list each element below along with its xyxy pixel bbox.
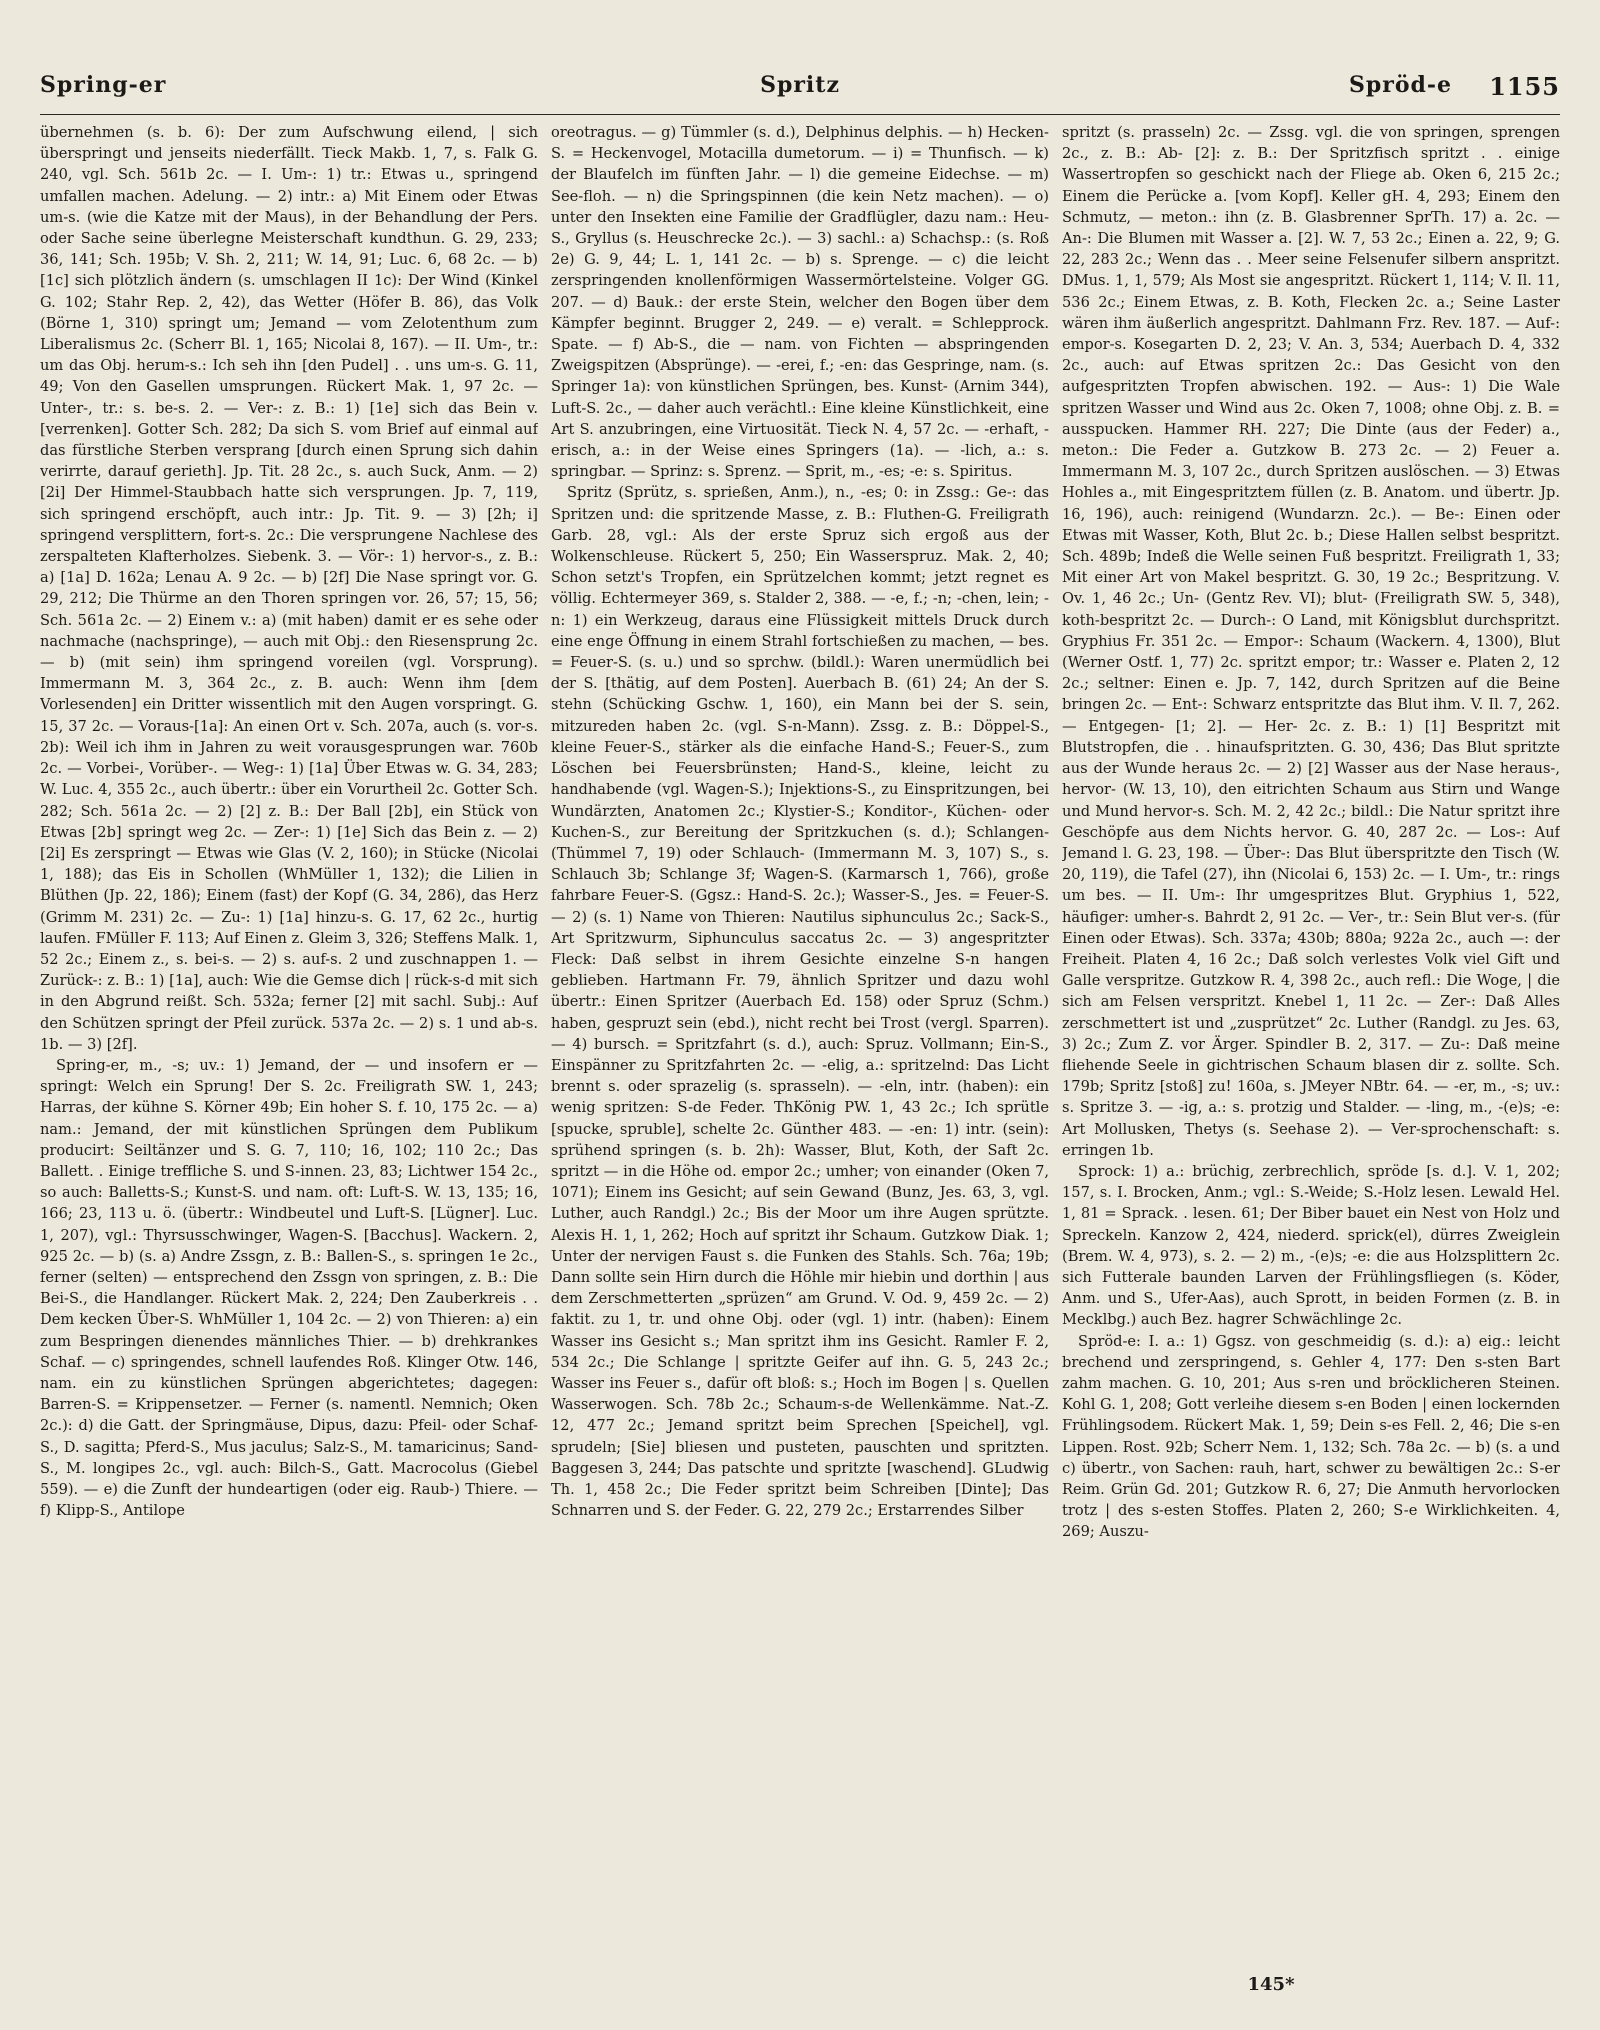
entry-paragraph: oreotragus. — g) Tümmler (s. d.), Delphinus delphis. — h) Hecken-S. = Heckenvogel, Motacilla dumetorum. — i) = Thunfisch. — k) der Blaufelch im fünften Jahr. — l) die gemeine Eidechse. — m) See-floh. — n) die Springspinnen (die kein Netz machen). — o) unter den Insekten eine Familie der Gradflügler, dazu nam.: Heu-S., Gryllus (s. Heuschrecke 2c.). — 3) sachl.: a) Schachsp.: (s. Roß 2e) G. 9, 44; L. 1, 141 2c. — b) s. Sprenge. — c) die leicht zerspringenden knollenförmigen Wassermörtelsteine. Volger GG. 207. — d) Bauk.: der erste Stein, welcher den Bogen über dem Kämpfer beginnt. Brugger 2, 249. — e) veralt. = Schlepprock. Spate. — f) Ab-S., die — nam. von Fichten — abspringenden Zweigspitzen (Absprünge). — -erei, f.; -en: das Gespringe, nam. (s. Springer 1a): von künstlichen Sprüngen, bes. Kunst- (Arnim 344), Luft-S. 2c., — daher auch verächtl.: Eine kleine Künstlichkeit, eine Art S. anzubringen, eine Virtuosität. Tieck N. 4, 57 2c. — -erhaft, -erisch, a.: in der Weise eines Springers (1a). — -lich, a.: s. springbar. — Sprinz: s. Sprenz. — Sprit, m., -es; -e: s. Spiritus. <box>551 124 1049 481</box>
sheet-signature: 145* <box>1247 1974 1295 1995</box>
entry-paragraph: spritzt (s. prasseln) 2c. — Zssg. vgl. die von springen, sprengen 2c., z. B.: Ab- [2]: z. B.: Der Spritzfisch spritzt . . einige Wassertropfen so geschickt nach der Fliege ab. Oken 6, 215 2c.; Einem die Perücke a. [vom Kopf]. Keller gH. 4, 293; Einem den Schmutz, — meton.: ihn (z. B. Glasbrenner SprTh. 17) a. 2c. — An-: Die Blumen mit Wasser a. [2]. W. 7, 53 2c.; Einen a. 22, 9; G. 22, 283 2c.; Wenn das . . Meer seine Felsenufer silbern anspritzt. DMus. 1, 1, 579; Als Most sie angespritzt. Rückert 1, 114; V. Il. 11, 536 2c.; Einem Etwas, z. B. Koth, Flecken 2c. a.; Seine Laster wären ihm äußerlich angespritzt. Dahlmann Frz. Rev. 187. — Auf-: empor-s. Kosegarten D. 2, 23; V. An. 3, 534; Auerbach D. 4, 332 2c., auch: auf Etwas spritzen 2c.: Das Gesicht von den aufgespritzten Tropfen abwischen. 192. — Aus-: 1) Die Wale spritzen Wasser und Wind aus 2c. Oken 7, 1008; ohne Obj. z. B. = ausspucken. Hammer RH. 227; Die Dinte (aus der Feder) a., meton.: Die Feder a. Gutzkow B. 273 2c. — 2) Feuer a. Immermann M. 3, 107 2c., durch Spritzen auslöschen. — 3) Etwas Hohles a., mit Eingespritztem füllen (z. B. Anatom. und übertr. Jp. 16, 196), auch: reinigend (Wundarzn. 2c.). — Be-: Einen oder Etwas mit Wasser, Koth, Blut 2c. b.; Diese Hallen selbst bespritzt. Sch. 489b; Indeß die Welle seinen Fuß bespritzt. Freiligrath 1, 33; Mit einer Art von Makel bespritzt. G. 30, 19 2c.; Bespritzung. V. Ov. 1, 46 2c.; Un- (Gentz Rev. VI); blut- (Freiligrath SW. 5, 348), koth-bespritzt 2c. — Durch-: O Land, mit Königsblut durchspritzt. Gryphius Fr. 351 2c. — Empor-: Schaum (Wackern. 4, 1300), Blut (Werner Ostf. 1, 77) 2c. spritzt empor; tr.: Wasser e. Platen 2, 12 2c.; seltner: Einen e. Jp. 7, 142, durch Spritzen auf die Beine bringen 2c. — Ent-: Schwarz entspritzte das Blut ihm. V. Il. 7, 262. — Entgegen- [1; 2]. — Her- 2c. z. B.: 1) [1] Bespritzt mit Blutstropfen, die . . hinaufspritzten. G. 30, 436; Das Blut spritzte aus der Wunde heraus 2c. — 2) [2] Wasser aus der Nase heraus-, hervor- (W. 13, 10), den eitrichten Schaum aus Stirn und Wange und Mund hervor-s. Sch. M. 2, 42 2c.; bildl.: Die Natur spritzt ihre Geschöpfe aus dem Nichts hervor. G. 40, 287 2c. — Los-: Auf Jemand l. G. 23, 198. — Über-: Das Blut überspritzte den Tisch (W. 20, 119), die Tafel (27), ihn (Nicolai 6, 153) 2c. — I. Um-, tr.: rings um bes. — II. Um-: Ihr umgespritzes Blut. Gryphius 1, 522, häufiger: umher-s. Bahrdt 2, 91 2c. — Ver-, tr.: Sein Blut ver-s. (für Einen oder Etwas). Sch. 337a; 430b; 880a; 922a 2c., auch —: der Freiheit. Platen 4, 16 2c.; Daß solch verlestes Volk viel Gift und Galle verspritze. Gutzkow R. 4, 398 2c., auch refl.: Die Woge, | die sich am Felsen verspritzt. Knebel 1, 11 2c. — Zer-: Daß Alles zerschmettert ist und „zusprützet“ 2c. Luther (Randgl. zu Jes. 63, 3) 2c.; Zum Z. vor Ärger. Spindler B. 2, 317. — Zu-: Daß meine fliehende Seele in gichtrischen Schaum blasen dir z. sollte. Sch. 179b; Spritz [stoß] zu! 160a, s. JMeyer NBtr. 64. — -er, m., -s; uv.: s. Spritze 3. — -ig, a.: s. protzig und Stalder. — -ling, m., -(e)s; -e: Art Mollusken, Thetys (s. Seehase 2). — Ver-sprochenschaft: s. erringen 1b. <box>1062 124 1560 1159</box>
header-left-catchword: Spring-er <box>40 72 167 98</box>
running-header <box>40 72 1560 112</box>
column-2 <box>551 122 1049 1962</box>
entry-paragraph: Spring-er, m., -s; uv.: 1) Jemand, der — und insofern er — springt: Welch ein Sprung! Der S. 2c. Freiligrath SW. 1, 243; Harras, der kühne S. Körner 49b; Ein hoher S. f. 10, 175 2c. — a) nam.: Jemand, der mit künstlichen Sprüngen dem Publikum producirt: Seiltänzer und S. G. 7, 110; 16, 102; 110 2c.; Das Ballett. . Einige treffliche S. und S-innen. 23, 83; Lichtwer 154 2c., so auch: Balletts-S.; Kunst-S. und nam. oft: Luft-S. W. 13, 135; 16, 166; 23, 113 u. ö. (übertr.: Windbeutel und Luft-S. [Lügner]. Luc. 1, 207), vgl.: Thyrsusschwinger, Wagen-S. [Bacchus]. Wackern. 2, 925 2c. — b) (s. a) Andre Zssgn, z. B.: Ballen-S., s. springen 1e 2c., ferner (selten) — entsprechend den Zssgn von springen, z. B.: Die Bei-S., die Handlanger. Rückert Mak. 2, 224; Den Zauberkreis . . Dem kecken Über-S. WhMüller 1, 104 2c. — 2) von Thieren: a) ein zum Bespringen dienendes männliches Thier. — b) drehkrankes Schaf. — c) springendes, schnell laufendes Roß. Klinger Otw. 146, nam. ein zu künstlichen Sprüngen abgerichtetes; dagegen: Barren-S. = Krippensetzer. — Ferner (s. namentl. Nemnich; Oken 2c.): d) die Gatt. der Springmäuse, Dipus, dazu: Pfeil- oder Schaf-S., D. sagitta; Pferd-S., Mus jaculus; Salz-S., M. tamaricinus; Sand-S., M. longipes 2c., vgl. auch: Bilch-S., Gatt. Macrocolus (Giebel 559). — e) die Zunft der hundeartigen (oder eig. Raub-) Thiere. — f) Klipp-S., Antilope <box>40 1056 538 1520</box>
header-center-catchword: Spritz <box>760 72 840 98</box>
entry-paragraph: übernehmen (s. b. 6): Der zum Aufschwung eilend, | sich überspringt und jenseits niederfällt. Tieck Makb. 1, 7, s. Falk G. 240, vgl. Sch. 561b 2c. — I. Um-: 1) tr.: Etwas u., springend umfallen machen. Adelung. — 2) intr.: a) Mit Einem oder Etwas um-s. (wie die Katze mit der Maus), in der Behandlung der Pers. oder Sache seine überlegne Meisterschaft kundthun. G. 29, 233; 36, 141; Sch. 195b; V. Sh. 2, 211; W. 14, 91; Luc. 6, 68 2c. — b) [1c] sich plötzlich ändern (s. umschlagen II 1c): Der Wind (Kinkel G. 102; Stahr Rep. 2, 42), das Wetter (Höfer B. 86), das Volk (Börne 1, 310) springt um; Jemand — vom Zelotenthum zum Liberalismus 2c. (Scherr Bl. 1, 165; Nicolai 8, 167). — II. Um-, tr.: um das Obj. herum-s.: Ich seh ihn [den Pudel] . . uns um-s. G. 11, 49; Von den Gasellen umsprungen. Rückert Mak. 1, 97 2c. — Unter-, tr.: s. be-s. 2. — Ver-: z. B.: 1) [1e] sich das Bein v. [verrenken]. Gotter Sch. 282; Da sich S. vom Brief auf einmal auf das fürstliche Sterben versprang [durch einen Sprung sich dahin verirrte, darauf gerieth]. Jp. Tit. 28 2c., s. auch Suck, Anm. — 2) [2i] Der Himmel-Staubbach hatte sich versprungen. Jp. 7, 119, sich springend erschöpft, auch intr.: Jp. Tit. 9. — 3) [2h; i] springend versplittern, fort-s. 2c.: Die versprungene Nachlese des zerspalteten Klafterholzes. Siebenk. 3. — Vör-: 1) hervor-s., z. B.: a) [1a] D. 162a; Lenau A. 9 2c. — b) [2f] Die Nase springt vor. G. 29, 212; Die Thürme an den Thoren springen vor. 26, 57; 15, 56; Sch. 561a 2c. — 2) Einem v.: a) (mit haben) damit er es sehe oder nachmache (nachspringe), — auch mit Obj.: den Riesensprung 2c. — b) (mit sein) ihm springend voreilen (vgl. Vorsprung). Immermann M. 3, 364 2c., z. B. auch: Wenn ihm [dem Vorlesenden] ein Dritter wissentlich mit den Augen vorspringt. G. 15, 37 2c. — Voraus-[1a]: An einen Ort v. Sch. 207a, auch (s. vor-s. 2b): Weil ich ihm in Jahren zu weit vorausgesprungen war. 760b 2c. — Vorbei-, Vorüber-. — Weg-: 1) [1a] Über Etwas w. G. 34, 283; W. Luc. 4, 355 2c., auch übertr.: über ein Vorurtheil 2c. Gotter Sch. 282; Sch. 561a 2c. — 2) [2] z. B.: Der Ball [2b], ein Stück von Etwas [2b] springt weg 2c. — Zer-: 1) [1e] Sich das Bein z. — 2) [2i] Es zerspringt — Etwas wie Glas (V. 2, 160); in Stücke (Nicolai 1, 188); das Eis in Schollen (WhMüller 1, 132); die Lilien in Blüthen (Jp. 22, 186); Einem (fast) der Kopf (G. 34, 286), das Herz (Grimm M. 231) 2c. — Zu-: 1) [1a] hinzu-s. G. 17, 62 2c., hurtig laufen. FMüller F. 113; Auf Einen z. Gleim 3, 326; Steffens Malk. 1, 52 2c.; Einem z., s. bei-s. — 2) s. auf-s. 2 und zuschnappen 1. — Zurück-: z. B.: 1) [1a], auch: Wie die Gemse dich | rück-s-d mit sich in den Abgrund reißt. Sch. 532a; ferner [2] mit sachl. Subj.: Auf den Schützen springt der Pfeil zurück. 537a 2c. — 2) s. 1 und ab-s. 1b. — 3) [2f]. <box>40 124 538 1053</box>
entry-paragraph: Spritz (Sprütz, s. sprießen, Anm.), n., -es; 0: in Zssg.: Ge-: das Spritzen und: die spritzende Masse, z. B.: Fluthen-G. Freiligrath Garb. 28, vgl.: Als der erste Spruz sich ergoß aus der Wolkenschleuse. Rückert 5, 250; Ein Wasserspruz. Mak. 2, 40; Schon setzt's Tropfen, ein Sprützelchen kommt; jetzt regnet es völlig. Echtermeyer 369, s. Stalder 2, 388. — -e, f.; -n; -chen, lein; -n: 1) ein Werkzeug, daraus eine Flüssigkeit mittels Druck durch eine enge Öffnung in einem Strahl fortschießen zu machen, — bes. = Feuer-S. (s. u.) und so sprchw. (bildl.): Waren unermüdlich bei der S. [thätig, auf dem Posten]. Auerbach B. (61) 24; An der S. stehn (Schücking Gschw. 1, 160), ein Mann bei der S. sein, mitzureden haben 2c. (vgl. S-n-Mann). Zssg. z. B.: Döppel-S., kleine Feuer-S., stärker als die einfache Hand-S.; Feuer-S., zum Löschen bei Feuersbrünsten; Hand-S., kleine, leicht zu handhabende (vgl. Wagen-S.); Injektions-S., zu Einspritzungen, bei Wundärzten, Anatomen 2c.; Klystier-S.; Konditor-, Küchen- oder Kuchen-S., zur Bereitung der Spritzkuchen (s. d.); Schlangen- (Thümmel 7, 19) oder Schlauch- (Immermann M. 3, 107) S., s. Schlauch 3b; Schlange 3f; Wagen-S. (Karmarsch 1, 766), große fahrbare Feuer-S. (Ggsz.: Hand-S. 2c.); Wasser-S., Jes. = Feuer-S. — 2) (s. 1) Name von Thieren: Nautilus siphunculus 2c.; Sack-S., Art Spritzwurm, Siphunculus saccatus 2c. — 3) angespritzter Fleck: Daß selbst in ihrem Gesichte einzelne S-n hangen geblieben. Hartmann Fr. 79, ähnlich Spritzer und dazu wohl übertr.: Einen Spritzer (Auerbach Ed. 158) oder Spruz (Schm.) haben, gespruzt sein (ebd.), nicht recht bei Trost (vergl. Sparren). — 4) bursch. = Spritzfahrt (s. d.), auch: Spruz. Vollmann; Ein-S., Einspänner zu Spritzfahrten 2c. — -elig, a.: spritzelnd: Das Licht brennt s. oder sprazelig (s. sprasseln). — -eln, intr. (haben): ein wenig spritzen: S-de Feder. ThKönig PW. 1, 43 2c.; Ich sprütle [spucke, spruble], schelte 2c. Günther 483. — -en: 1) intr. (sein): sprühend springen (s. b. 2h): Wasser, Blut, Koth, der Saft 2c. spritzt — in die Höhe od. empor 2c.; umher; von einander (Oken 7, 1071); Einem ins Gesicht; auf sein Gewand (Bunz, Jes. 63, 3, vgl. Luther, auch Randgl.) 2c.; Bis der Moor um ihre Augen sprützte. Alexis H. 1, 1, 262; Hoch auf spritzt ihr Schaum. Gutzkow Diak. 1; Unter der nervigen Faust s. die Funken des Stahls. Sch. 76a; 19b; Dann sollte sein Hirn durch die Höhle mir hiebin und dorthin | aus dem Zerschmetterten „sprüzen“ am Grund. V. Od. 9, 459 2c. — 2) faktit. zu 1, tr. und ohne Obj. oder (vgl. 1) intr. (haben): Einem Wasser ins Gesicht s.; Man spritzt ihm ins Gesicht. Ramler F. 2, 534 2c.; Die Schlange | spritzte Geifer auf ihn. G. 5, 243 2c.; Wasser ins Feuer s., dafür oft bloß: s.; Hoch im Bogen | s. Quellen Wasserwogen. Sch. 78b 2c.; Schaum-s-de Wellenkämme. Nat.-Z. 12, 477 2c.; Jemand spritzt beim Sprechen [Speichel], vgl. sprudeln; [Sie] bliesen und pusteten, pauschten und spritzten. Baggesen 3, 244; Das patschte und spritzte [waschend]. GLudwig Th. 1, 458 2c.; Die Feder spritzt beim Schreiben [Dinte]; Das Schnarren und S. der Feder. G. 22, 279 2c.; Erstarrendes Silber <box>551 484 1049 1520</box>
page-number: 1155 <box>1489 72 1560 101</box>
entry-paragraph: Spröd-e: I. a.: 1) Ggsz. von geschmeidig (s. d.): a) eig.: leicht brechend und zerspringend, s. Gehler 4, 177: Den s-sten Bart zahm machen. G. 10, 201; Aus s-ren und bröcklicheren Steinen. Kohl G. 1, 208; Gott verleihe diesem s-en Boden | einen lockernden Frühlingsodem. Rückert Mak. 1, 59; Dein s-es Fell. 2, 46; Die s-en Lippen. Rost. 92b; Scherr Nem. 1, 132; Sch. 78a 2c. — b) (s. a und c) übertr., von Sachen: rauh, hart, schwer zu bewältigen 2c.: S-er Reim. Grün Gd. 201; Gutzkow R. 6, 27; Die Anmuth hervorlocken trotz | des s-esten Stoffes. Platen 2, 260; S-e Wirklichkeiten. 4, 269; Auszu- <box>1062 1332 1560 1541</box>
text-columns <box>40 122 1560 1962</box>
header-right-catchword: Spröd-e <box>1348 72 1452 98</box>
column-3 <box>1062 122 1560 1962</box>
header-rule <box>40 114 1560 115</box>
entry-paragraph: Sprock: 1) a.: brüchig, zerbrechlich, spröde [s. d.]. V. 1, 202; 157, s. I. Brocken, Anm.; vgl.: S.-Weide; S.-Holz lesen. Lewald Hel. 1, 81 = Sprack. . lesen. 61; Der Biber bauet ein Nest von Holz und Spreckeln. Kanzow 2, 424, niederd. sprick(el), dürres Zweiglein (Brem. W. 4, 973), s. 2. — 2) m., -(e)s; -e: die aus Holzsplittern 2c. sich Futterale baunden Larven der Frühlingsfliegen (s. Köder, Anm. und S., Ufer-Aas), auch Sprott, in beiden Formen (z. B. in Mecklbg.) auch Bez. hagrer Schwächlinge 2c. <box>1062 1162 1560 1329</box>
column-1 <box>40 122 538 1962</box>
